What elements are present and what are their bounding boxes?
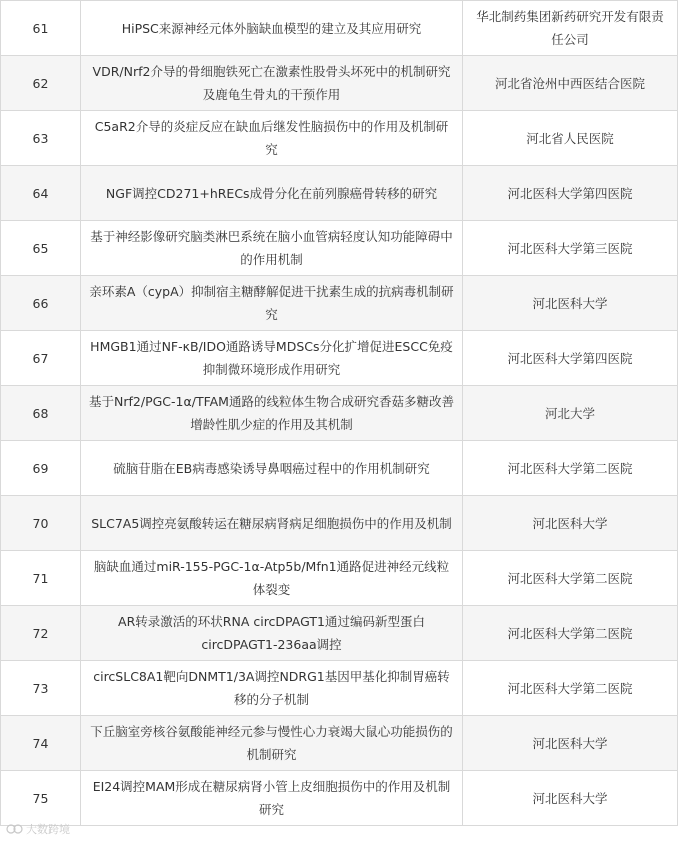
row-number: 71 (1, 551, 81, 606)
table-row (1, 496, 678, 551)
organization: 河北医科大学第二医院 (463, 606, 678, 661)
row-number: 68 (1, 386, 81, 441)
table-row (1, 166, 678, 221)
project-title: HiPSC来源神经元体外脑缺血模型的建立及其应用研究 (81, 1, 463, 56)
organization: 河北医科大学 (463, 276, 678, 331)
organization: 河北医科大学第二医院 (463, 661, 678, 716)
table-row (1, 221, 678, 276)
table-row (1, 661, 678, 716)
project-title: AR转录激活的环状RNA circDPAGT1通过编码新型蛋白circDPAGT1-236aa调控 (81, 606, 463, 661)
row-number: 74 (1, 716, 81, 771)
organization: 河北医科大学 (463, 771, 678, 826)
table-row (1, 606, 678, 661)
organization: 河北医科大学第二医院 (463, 441, 678, 496)
table-row (1, 276, 678, 331)
brand-logo-icon (6, 823, 24, 835)
organization: 河北医科大学第四医院 (463, 166, 678, 221)
row-number: 64 (1, 166, 81, 221)
project-title: HMGB1通过NF-κB/IDO通路诱导MDSCs分化扩增促进ESCC免疫抑制微环境形成作用研究 (81, 331, 463, 386)
organization: 河北医科大学第三医院 (463, 221, 678, 276)
table-row (1, 441, 678, 496)
project-title: 硫脑苷脂在EB病毒感染诱导鼻咽癌过程中的作用机制研究 (81, 441, 463, 496)
row-number: 70 (1, 496, 81, 551)
row-number: 66 (1, 276, 81, 331)
table-row (1, 331, 678, 386)
watermark-text: 大数跨境 (26, 823, 70, 836)
organization: 华北制药集团新药研究开发有限责任公司 (463, 1, 678, 56)
project-title: circSLC8A1靶向DNMT1/3A调控NDRG1基因甲基化抑制胃癌转移的分子机制 (81, 661, 463, 716)
organization: 河北省人民医院 (463, 111, 678, 166)
organization: 河北大学 (463, 386, 678, 441)
project-title: EI24调控MAM形成在糖尿病肾小管上皮细胞损伤中的作用及机制研究 (81, 771, 463, 826)
row-number: 67 (1, 331, 81, 386)
row-number: 65 (1, 221, 81, 276)
project-title: C5aR2介导的炎症反应在缺血后继发性脑损伤中的作用及机制研究 (81, 111, 463, 166)
organization: 河北医科大学第二医院 (463, 551, 678, 606)
organization: 河北医科大学 (463, 716, 678, 771)
table-row (1, 386, 678, 441)
project-title: 下丘脑室旁核谷氨酸能神经元参与慢性心力衰竭大鼠心功能损伤的机制研究 (81, 716, 463, 771)
project-title: 亲环素A（cypA）抑制宿主糖酵解促进干扰素生成的抗病毒机制研究 (81, 276, 463, 331)
table-row (1, 56, 678, 111)
project-title: 基于Nrf2/PGC-1α/TFAM通路的线粒体生物合成研究香菇多糖改善增龄性肌少症的作用及其机制 (81, 386, 463, 441)
row-number: 63 (1, 111, 81, 166)
organization: 河北省沧州中西医结合医院 (463, 56, 678, 111)
table-row (1, 111, 678, 166)
row-number: 69 (1, 441, 81, 496)
project-title: 基于神经影像研究脑类淋巴系统在脑小血管病轻度认知功能障碍中的作用机制 (81, 221, 463, 276)
watermark (6, 821, 70, 837)
table-row (1, 716, 678, 771)
table-row (1, 551, 678, 606)
organization: 河北医科大学 (463, 496, 678, 551)
project-title: SLC7A5调控亮氨酸转运在糖尿病肾病足细胞损伤中的作用及机制 (81, 496, 463, 551)
organization: 河北医科大学第四医院 (463, 331, 678, 386)
row-number: 61 (1, 1, 81, 56)
project-title: NGF调控CD271+hRECs成骨分化在前列腺癌骨转移的研究 (81, 166, 463, 221)
row-number: 75 (1, 771, 81, 826)
row-number: 72 (1, 606, 81, 661)
table-row (1, 1, 678, 56)
table-row (1, 771, 678, 826)
project-title: 脑缺血通过miR-155-PGC-1α-Atp5b/Mfn1通路促进神经元线粒体裂变 (81, 551, 463, 606)
project-title: VDR/Nrf2介导的骨细胞铁死亡在激素性股骨头坏死中的机制研究及鹿龟生骨丸的干预作用 (81, 56, 463, 111)
row-number: 62 (1, 56, 81, 111)
row-number: 73 (1, 661, 81, 716)
